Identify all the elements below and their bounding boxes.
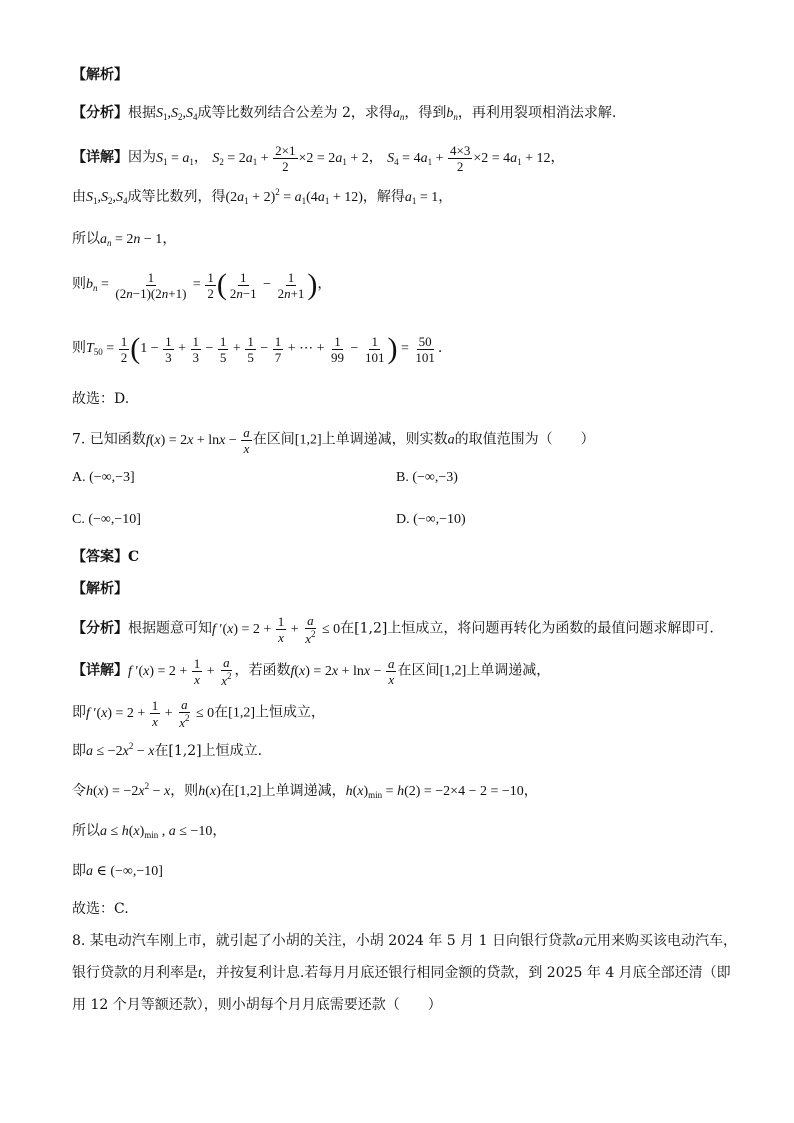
analysis-heading-q7: 【解析】 bbox=[72, 581, 128, 597]
option-a[interactable]: A. (−∞,−3] bbox=[72, 470, 135, 485]
analysis-summary-q6: 【分析】根据$S_1,S_2,S_4$成等比数列结合公差为 2，求得$a_n$，得到$b_n$，再利用裂项相消法求解. bbox=[72, 105, 617, 122]
detail-q7-line4: 令$h(x) = -2x^2 - x$，则h(x)在[1,2]上单调递减，$h(x)_{min} = h(2) = -2\times 4 - 2 = -10$， bbox=[72, 781, 538, 800]
answer-q7: 【答案】C bbox=[72, 549, 140, 565]
question-7-stem: 7. 已知函数f(x) = 2x + lnx − $\frac{a}{x}$ 在区间[1,2]上单调递减，则实数a的取值范围为（ ） bbox=[72, 425, 595, 456]
analysis-summary-q7: 【分析】根据题意可知f ′(x) = 2 + $\frac{1}{x}$ + $\frac{a}{x^2}$ ≤ 0在[1,2]上恒成立，将问题再转化为函数的最值问题求解即可. bbox=[72, 613, 714, 646]
choice-q6: 故选：D. bbox=[72, 391, 130, 407]
detail-q7-line3: 即$a \le -2x^2 - x$在[1,2]上恒成立. bbox=[72, 741, 263, 759]
detail-q7-line6: 即a ∈ (−∞,−10] bbox=[72, 863, 163, 879]
option-c[interactable]: C. (−∞,−10] bbox=[72, 512, 141, 527]
option-b[interactable]: B. (−∞,−3) bbox=[396, 470, 458, 485]
detail-q6-line1: 【详解】因为$S_1 = a_1$， $S_2 = 2a_1$ + $\frac{2\times 1}{2}$ $\times 2 = 2a_1 + 2$， $S_4 = 4a_1$ + $\frac{4\times 3}{2}$ $\times 2 = 4a_1 + 12$， bbox=[72, 143, 565, 174]
detail-q6-line3: 所以$a_n = 2n - 1$， bbox=[72, 231, 177, 248]
detail-q7-line1: 【详解】f ′(x) = 2 + $\frac{1}{x}$ + $\frac{a}{x^2}$ ，若函数f(x) = 2x + lnx − $\frac{a}{x}$ 在区间[1,2]上单调递减， bbox=[72, 655, 551, 688]
detail-q6-line5: 则$T_{50}$ = $\frac{1}{2}$ (1 − $\frac{1}{3}$ + $\frac{1}{3}$ − $\frac{1}{5}$ + $\frac{1}{5}$ − $\frac{1}{7}$ + ⋯ + $\frac{1}{99}$ − $\frac{1}{101}$ ) = $\frac{50}{101}$ . bbox=[72, 332, 443, 365]
option-d[interactable]: D. (−∞,−10) bbox=[396, 512, 466, 527]
detail-q6-line4: 则$b_n$ = $\frac{1}{(2n-1)(2n+1)}$ = $\frac{1}{2}$ ( $\frac{1}{2n-1}$ − $\frac{1}{2n+1}$ )， bbox=[72, 268, 332, 301]
question-8-line2: 银行贷款的月利率是t，并按复利计息.若每月月底还银行相同金额的贷款，到 2025 年 4 月底全部还清（即 bbox=[72, 965, 731, 981]
detail-q7-line5: 所以$a \le h(x)_{min}$ , a ≤ −10， bbox=[72, 823, 227, 840]
question-8-line1: 8. 某电动汽车刚上市，就引起了小胡的关注，小胡 2024 年 5 月 1 日向银行贷款a元用来购买该电动汽车， bbox=[72, 933, 737, 949]
detail-q6-line2: 由$S_1,S_2,S_4$成等比数列，得$(2a_1 + 2)^2 = a_1(4a_1 + 12)$，解得$a_1 = 1$， bbox=[72, 187, 453, 206]
analysis-heading: 【解析】 bbox=[72, 67, 128, 83]
choice-q7: 故选：C. bbox=[72, 901, 129, 917]
question-8-line3: 用 12 个月等额还款），则小胡每个月月底需要还款（ ） bbox=[72, 997, 442, 1013]
detail-q7-line2: 即f ′(x) = 2 + $\frac{1}{x}$ + $\frac{a}{x^2}$ ≤ 0在[1,2]上恒成立， bbox=[72, 697, 325, 730]
